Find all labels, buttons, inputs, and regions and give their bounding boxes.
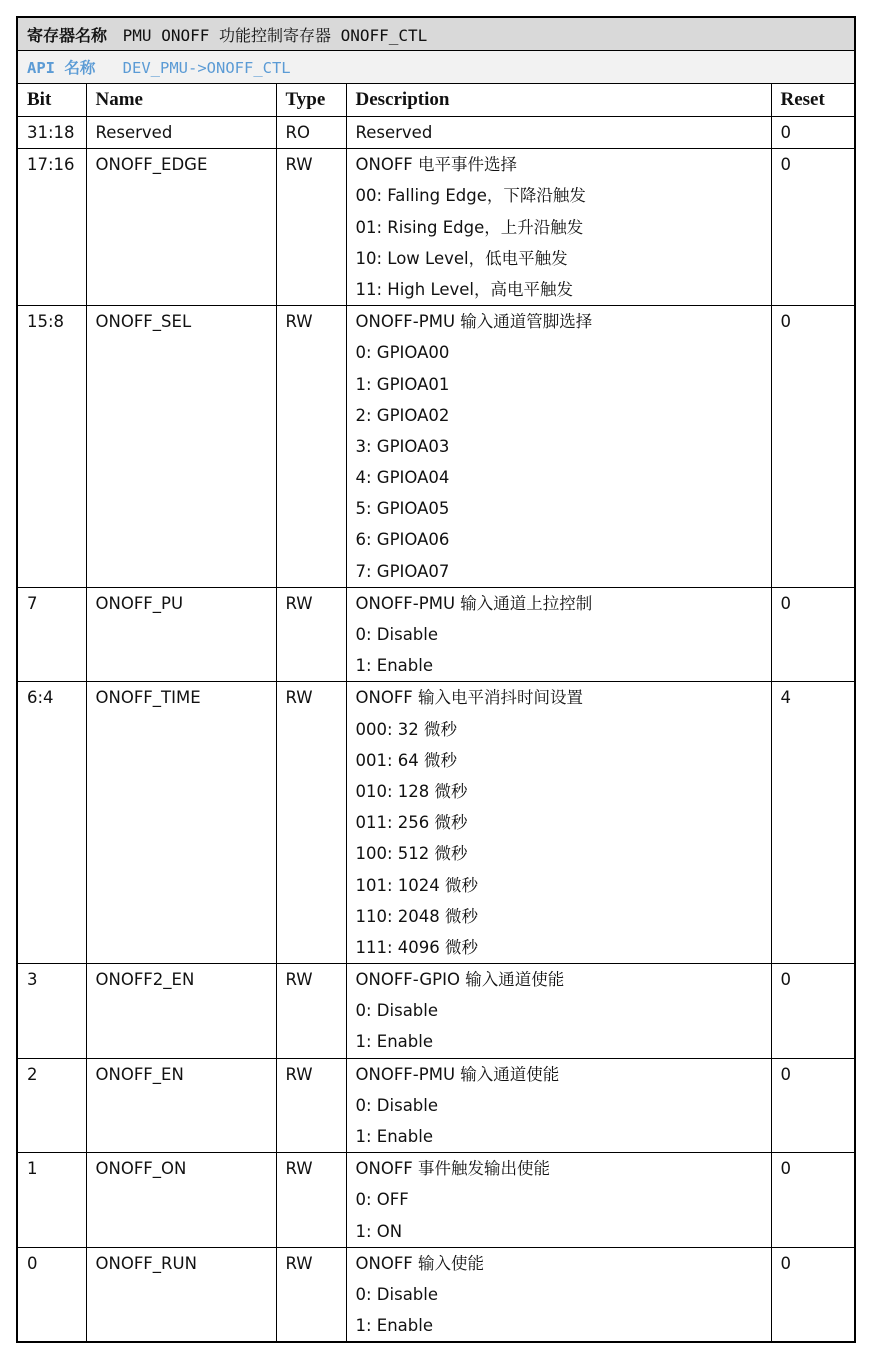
description-line: 1: Enable <box>355 1316 434 1336</box>
type-cell-text: RW <box>285 1064 313 1084</box>
bit-cell <box>17 1058 86 1153</box>
bit-cell-text: 7 <box>27 593 38 613</box>
reset-cell-text: 0 <box>780 1064 791 1084</box>
reset-cell-text: 0 <box>780 1253 791 1273</box>
description-cell <box>346 682 771 964</box>
type-cell <box>276 149 346 306</box>
bit-cell <box>17 682 86 964</box>
description-line: 101: 1024 微秒 <box>355 875 479 895</box>
table-row <box>17 964 855 1059</box>
type-cell-text: RO <box>285 123 310 142</box>
table-row <box>17 117 855 149</box>
type-cell-text: RW <box>285 1159 313 1179</box>
description-line: 11: High Level，高电平触发 <box>355 279 574 299</box>
register-table-body <box>17 17 855 1342</box>
register-name-row <box>17 17 855 51</box>
field-name-cell-text: ONOFF_EDGE <box>95 155 208 175</box>
description-line: 00: Falling Edge，下降沿触发 <box>355 186 586 206</box>
description-line: 000: 32 微秒 <box>355 719 458 739</box>
description-line: 6: GPIOA06 <box>355 530 450 550</box>
reset-cell <box>771 964 855 1059</box>
description-line: 1: Enable <box>355 1127 434 1146</box>
type-cell-text: RW <box>285 688 313 708</box>
table-row <box>17 587 855 682</box>
field-name-cell-text: ONOFF2_EN <box>95 970 195 990</box>
description-line: 2: GPIOA02 <box>355 405 450 425</box>
bit-cell-text: 3 <box>27 970 38 990</box>
description-line: 01: Rising Edge，上升沿触发 <box>355 217 584 237</box>
field-name-cell-text: ONOFF_RUN <box>95 1253 197 1273</box>
description-line: 011: 256 微秒 <box>355 813 468 833</box>
reset-cell-text: 0 <box>780 593 791 613</box>
description-line: 5: GPIOA05 <box>355 499 450 519</box>
bit-cell-text: 6:4 <box>27 688 54 708</box>
description-line: 100: 512 微秒 <box>355 844 468 864</box>
reset-cell-text: 4 <box>780 688 791 708</box>
description-line: 001: 64 微秒 <box>355 750 458 770</box>
field-name-cell <box>86 1058 276 1153</box>
description-cell <box>346 1058 771 1153</box>
description-line: 111: 4096 微秒 <box>355 937 479 957</box>
description-line: 0: Disable <box>355 1095 439 1115</box>
type-cell-text: RW <box>285 970 313 990</box>
description-line: 4: GPIOA04 <box>355 468 450 488</box>
description-cell <box>346 149 771 306</box>
description-line: 1: Enable <box>355 1032 434 1052</box>
field-name-cell <box>86 1153 276 1248</box>
description-cell <box>346 587 771 682</box>
type-cell <box>276 587 346 682</box>
description-cell <box>346 964 771 1059</box>
description-line: ONOFF-PMU 输入通道管脚选择 <box>355 312 593 332</box>
description-line: ONOFF 输入电平消抖时间设置 <box>355 688 584 708</box>
type-cell <box>276 1058 346 1153</box>
bit-cell <box>17 964 86 1059</box>
description-line: 0: GPIOA00 <box>355 343 450 363</box>
bit-cell-text: 2 <box>27 1064 38 1084</box>
description-line: 10: Low Level，低电平触发 <box>355 248 568 268</box>
description-line: 0: Disable <box>355 1284 439 1304</box>
description-line: 0: Disable <box>355 1001 439 1021</box>
description-line: 1: ON <box>355 1221 403 1241</box>
description-cell <box>346 1247 771 1342</box>
reset-cell <box>771 117 855 149</box>
field-name-cell-text: ONOFF_SEL <box>95 312 192 332</box>
type-cell <box>276 1247 346 1342</box>
bit-cell-text: 1 <box>27 1159 38 1179</box>
api-name-row <box>17 51 855 84</box>
reset-cell-text: 0 <box>780 1159 791 1179</box>
reset-cell <box>771 1153 855 1248</box>
field-name-cell <box>86 149 276 306</box>
reset-cell <box>771 587 855 682</box>
reset-cell <box>771 306 855 588</box>
description-line: 110: 2048 微秒 <box>355 906 479 926</box>
description-line: Reserved <box>355 123 433 142</box>
register-name-value: PMU ONOFF 功能控制寄存器 ONOFF_CTL <box>122 25 428 45</box>
table-row <box>17 306 855 588</box>
reset-cell <box>771 1247 855 1342</box>
field-name-cell <box>86 587 276 682</box>
type-cell <box>276 682 346 964</box>
type-cell <box>276 117 346 149</box>
type-cell <box>276 964 346 1059</box>
field-name-cell-text: ONOFF_EN <box>95 1064 184 1084</box>
description-cell <box>346 117 771 149</box>
register-table <box>16 16 856 1343</box>
reset-cell <box>771 149 855 306</box>
description-line: 1: GPIOA01 <box>355 374 450 394</box>
api-name-label: API 名称 <box>27 59 96 77</box>
field-name-cell <box>86 117 276 149</box>
description-line: 3: GPIOA03 <box>355 436 450 456</box>
bit-cell <box>17 306 86 588</box>
field-name-cell-text: ONOFF_PU <box>95 593 184 613</box>
description-line: 1: Enable <box>355 656 434 676</box>
column-header-name: Name <box>86 84 276 117</box>
field-name-cell <box>86 306 276 588</box>
type-cell <box>276 306 346 588</box>
column-header-type: Type <box>276 84 346 117</box>
column-header-bit: Bit <box>17 84 86 117</box>
type-cell-text: RW <box>285 1253 313 1273</box>
description-line: 0: OFF <box>355 1190 409 1210</box>
description-cell <box>346 306 771 588</box>
bit-cell <box>17 1247 86 1342</box>
reset-cell-text: 0 <box>780 970 791 990</box>
table-row <box>17 1058 855 1153</box>
bit-cell <box>17 1153 86 1248</box>
description-line: 0: Disable <box>355 625 439 644</box>
bit-cell <box>17 587 86 682</box>
description-line: 7: GPIOA07 <box>355 561 450 581</box>
description-cell <box>346 1153 771 1248</box>
column-header-reset: Reset <box>771 84 855 117</box>
type-cell-text: RW <box>285 312 313 332</box>
type-cell-text: RW <box>285 593 313 613</box>
bit-cell-text: 0 <box>27 1253 38 1273</box>
type-cell-text: RW <box>285 155 313 175</box>
field-name-cell-text: ONOFF_ON <box>95 1159 187 1179</box>
table-row <box>17 682 855 964</box>
field-name-cell-text: ONOFF_TIME <box>95 688 201 708</box>
reset-cell-text: 0 <box>780 312 791 332</box>
bit-cell <box>17 149 86 306</box>
column-header-row <box>17 84 855 117</box>
bit-cell-text: 15:8 <box>27 312 65 332</box>
reset-cell-text: 0 <box>780 155 791 175</box>
table-row <box>17 1247 855 1342</box>
bit-cell-text: 17:16 <box>27 155 75 175</box>
table-row <box>17 149 855 306</box>
reset-cell <box>771 682 855 964</box>
description-line: 010: 128 微秒 <box>355 781 468 801</box>
column-header-description: Description <box>346 84 771 117</box>
type-cell <box>276 1153 346 1248</box>
bit-cell <box>17 117 86 149</box>
field-name-cell-text: Reserved <box>95 123 173 142</box>
field-name-cell <box>86 682 276 964</box>
bit-cell-text: 31:18 <box>27 123 75 142</box>
field-name-cell <box>86 964 276 1059</box>
description-line: ONOFF 输入使能 <box>355 1253 485 1273</box>
description-line: ONOFF 事件触发输出使能 <box>355 1159 551 1179</box>
field-name-cell <box>86 1247 276 1342</box>
description-line: ONOFF-GPIO 输入通道使能 <box>355 970 565 990</box>
register-name-label: 寄存器名称 <box>27 25 108 45</box>
table-row <box>17 1153 855 1248</box>
description-line: ONOFF-PMU 输入通道使能 <box>355 1064 560 1084</box>
description-line: ONOFF 电平事件选择 <box>355 155 518 175</box>
reset-cell-text: 0 <box>780 123 791 142</box>
api-name-value: DEV_PMU->ONOFF_CTL <box>122 59 291 77</box>
reset-cell <box>771 1058 855 1153</box>
description-line: ONOFF-PMU 输入通道上拉控制 <box>355 593 593 613</box>
